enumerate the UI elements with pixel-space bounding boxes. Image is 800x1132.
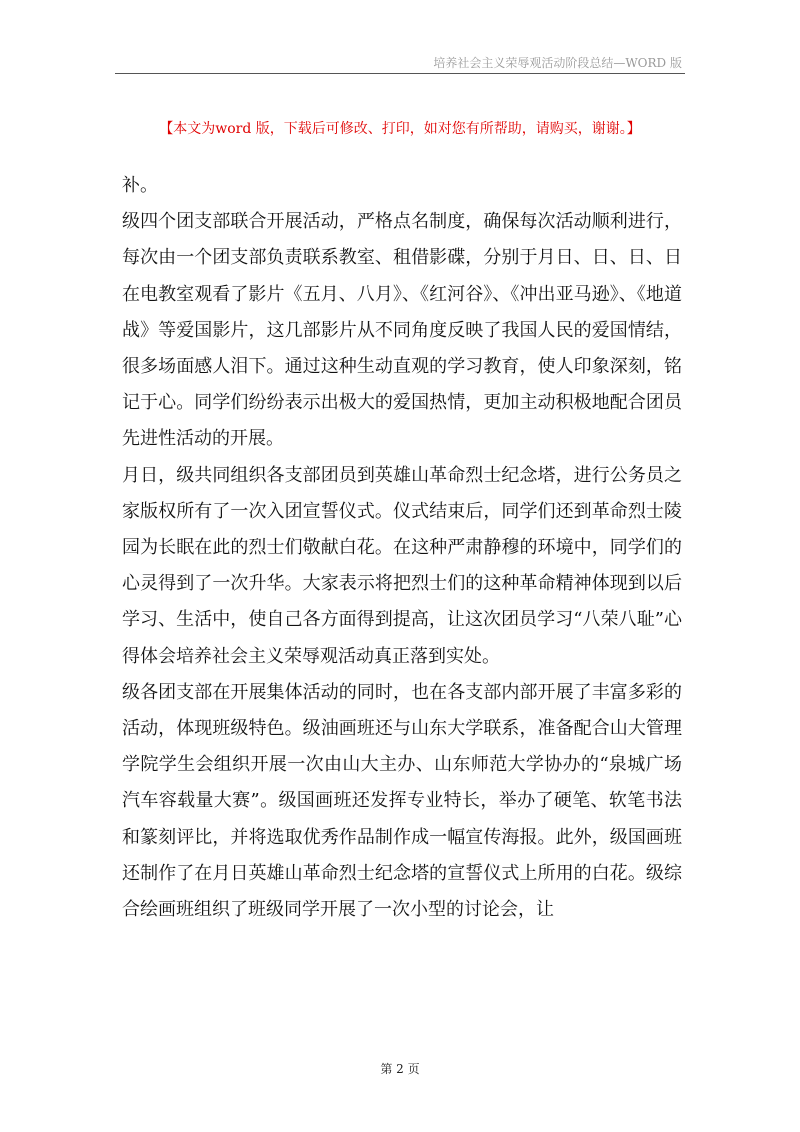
header-divider	[115, 73, 685, 74]
document-header-title: 培养社会主义荣辱观活动阶段总结—WORD 版	[433, 56, 682, 70]
document-body	[122, 168, 682, 928]
paragraph: 级各团支部在开展集体活动的同时，也在各支部内部开展了丰富多彩的活动，体现班级特色。级油画班还与山东大学联系，准备配合山大管理学院学生会组织开展一次由山大主办、山东师范大学协办的“泉城广场汽车容载量大赛”。级国画班还发挥专业特长，举办了硬笔、软笔书法和篆刻评比，并将选取优秀作品制作成一幅宣传海报。此外，级国画班还制作了在月日英雄山革命烈士纪念塔的宣誓仪式上所用的白花。级综合绘画班组织了班级同学开展了一次小型的讨论会，让	[122, 681, 682, 921]
download-notice: 【本文为word 版，下载后可修改、打印，如对您有所帮助，请购买，谢谢。】	[159, 121, 641, 137]
paragraph: 月日，级共同组织各支部团员到英雄山革命烈士纪念塔，进行公务员之家版权所有了一次入团宣誓仪式。仪式结束后，同学们还到革命烈士陵园为长眠在此的烈士们敬献白花。在这种严肃静穆的环境中，同学们的心灵得到了一次升华。大家表示将把烈士们的这种革命精神体现到以后学习、生活中，使自己各方面得到提高，让这次团员学习“八荣八耻”心得体会培养社会主义荣辱观活动真正落到实处。	[122, 464, 682, 667]
page-number: 第 2 页	[380, 1062, 420, 1076]
paragraph: 级四个团支部联合开展活动，严格点名制度，确保每次活动顺利进行，每次由一个团支部负责联系教室、租借影碟，分别于月日、日、日、日在电教室观看了影片《五月、八月》、《红河谷》、《冲出亚马逊》、《地道战》等爱国影片，这几部影片从不同角度反映了我国人民的爱国情结，很多场面感人泪下。通过这种生动直观的学习教育，使人印象深刻，铭记于心。同学们纷纷表示出极大的爱国热情，更加主动积极地配合团员先进性活动的开展。	[122, 211, 682, 450]
paragraph: 补。	[122, 175, 158, 196]
